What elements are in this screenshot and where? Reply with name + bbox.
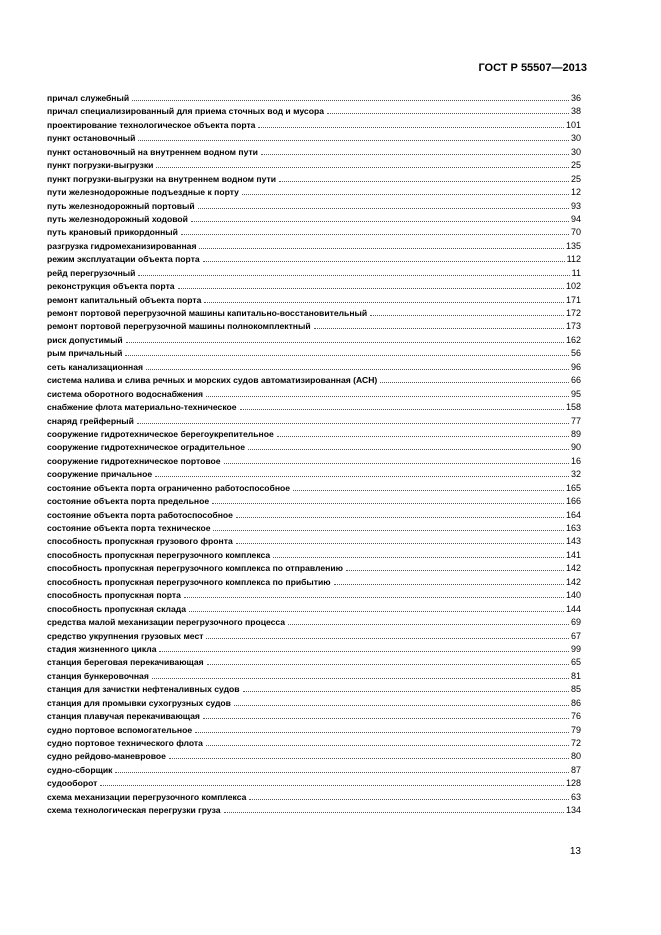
index-page-ref: 87 [570, 764, 581, 775]
index-term: пункт остановочный на внутреннем водном пути [47, 146, 258, 157]
index-term: сооружение причальное [47, 469, 153, 480]
index-entry [47, 656, 581, 669]
index-page-ref: 25 [570, 173, 581, 184]
index-entry [47, 697, 581, 710]
index-entry [47, 92, 581, 105]
index-term: пункт остановочный [47, 133, 136, 144]
dot-leader [346, 569, 564, 571]
dot-leader [195, 731, 569, 733]
index-term: путь железнодорожный ходовой [47, 213, 188, 224]
index-term: станция для зачистки нефтеналивных судов [47, 684, 240, 695]
index-page-ref: 25 [570, 160, 581, 171]
dot-leader [138, 274, 569, 276]
index-term: схема технологическая перегрузки груза [47, 805, 221, 816]
index-page-ref: 81 [570, 670, 581, 681]
index-page-ref: 76 [570, 711, 581, 722]
dot-leader [181, 233, 569, 235]
dot-leader [213, 529, 563, 531]
index-page-ref: 140 [565, 590, 581, 601]
dot-leader [279, 180, 569, 182]
index-page-ref: 173 [565, 321, 581, 332]
dot-leader [206, 395, 569, 397]
index-term: ремонт портовой перегрузочной машины полнокомплектный [47, 321, 311, 332]
index-page-ref: 158 [565, 402, 581, 413]
index-page-ref: 30 [570, 133, 581, 144]
index-entry [47, 294, 581, 307]
index-entry [47, 589, 581, 602]
index-entry [47, 361, 581, 374]
index-term: путь крановый прикордонный [47, 227, 178, 238]
index-page-ref: 79 [570, 724, 581, 735]
index-term: причал служебный [47, 93, 130, 103]
dot-leader [273, 556, 564, 558]
dot-leader [248, 448, 569, 450]
index-term: режим эксплуатации объекта порта [47, 254, 200, 265]
index-term: станция плавучая перекачивающая [47, 711, 200, 722]
index-page-ref: 72 [570, 738, 581, 748]
index-entry [47, 200, 581, 213]
index-term: судно рейдово-маневровое [47, 751, 166, 762]
index-entry [47, 186, 581, 199]
dot-leader [100, 784, 564, 786]
index-page-ref: 69 [570, 617, 581, 628]
dot-leader [236, 516, 564, 518]
index-term: пути железнодорожные подъездные к порту [47, 187, 239, 198]
index-page-ref: 11 [571, 267, 581, 278]
index-page-ref: 63 [570, 791, 581, 802]
index-term: пункт погрузки-выгрузки на внутреннем водном пути [47, 173, 276, 184]
index-term: состояние объекта порта работоспособное [47, 509, 233, 520]
index-page-ref: 85 [570, 684, 581, 695]
index-entry [47, 562, 581, 575]
index-entry [47, 428, 581, 441]
index-entry [47, 509, 581, 522]
index-term: путь железнодорожный портовый [47, 200, 195, 211]
dot-leader [156, 166, 569, 168]
index-page-ref: 172 [565, 308, 581, 318]
dot-leader [314, 327, 564, 329]
index-entry [47, 159, 581, 172]
index-page-ref: 102 [565, 281, 581, 292]
index-entry [47, 764, 581, 777]
dot-leader [224, 811, 564, 813]
index-term: проектирование технологическое объекта порта [47, 119, 256, 130]
index-page-ref: 65 [570, 657, 581, 668]
index-term: средства малой механизации перегрузочного процесса [47, 617, 286, 628]
index-entry [47, 401, 581, 414]
index-page-ref: 89 [570, 428, 581, 439]
index-entry [47, 576, 581, 589]
dot-leader [370, 314, 564, 316]
index-page-ref: 32 [570, 469, 581, 480]
index-page-ref: 166 [565, 496, 581, 507]
dot-leader [125, 354, 569, 356]
dot-leader [207, 663, 569, 665]
index-page-ref: 93 [570, 200, 581, 211]
index-term: способность пропускная перегрузочного комплекса по прибытию [47, 576, 331, 587]
dot-leader [115, 771, 569, 773]
dot-leader [243, 690, 569, 692]
index-entry [47, 267, 581, 280]
dot-leader [159, 650, 569, 652]
index-term: способность пропускная перегрузочного комплекса по отправлению [47, 563, 343, 574]
index-page-ref: 12 [570, 187, 581, 198]
index-page-ref: 171 [565, 294, 581, 305]
index-entry [47, 334, 581, 347]
index-term: способность пропускная перегрузочного комплекса [47, 549, 271, 560]
index-term: риск допустимый [47, 334, 123, 345]
index-entry [47, 226, 581, 239]
dot-leader [203, 717, 569, 719]
index-page-ref: 135 [565, 240, 581, 251]
index-page-ref: 164 [565, 509, 581, 520]
index-page-ref: 56 [570, 348, 581, 359]
dot-leader [234, 704, 569, 706]
index-entry [47, 616, 581, 629]
index-term: станция береговая перекачивающая [47, 657, 204, 668]
dot-leader [155, 475, 569, 477]
index-entry [47, 415, 581, 428]
dot-leader [169, 757, 569, 759]
page-number: 13 [569, 846, 581, 857]
index-entry [47, 240, 581, 253]
dot-leader [380, 381, 569, 383]
index-page-ref: 143 [565, 536, 581, 547]
dot-leader [198, 207, 569, 209]
index-term: рым причальный [47, 348, 123, 359]
dot-leader [206, 637, 569, 639]
index-page-ref: 142 [565, 576, 581, 587]
index-entry [47, 737, 581, 750]
index-term: станция бункеровочная [47, 670, 149, 681]
index-term: средство укрупнения грузовых мест [47, 630, 204, 641]
index-entry [47, 750, 581, 763]
index-entry [47, 710, 581, 723]
index-page-ref: 30 [570, 146, 581, 157]
index-term: сооружение гидротехническое портовое [47, 455, 221, 466]
dot-leader [203, 260, 565, 262]
index-entry [47, 724, 581, 737]
index-entry [47, 213, 581, 226]
index-entry [47, 388, 581, 401]
index-page-ref: 96 [570, 361, 581, 372]
index-page-ref: 101 [565, 119, 581, 130]
index-entry [47, 374, 581, 387]
index-entry [47, 670, 581, 683]
index-term: пункт погрузки-выгрузки [47, 160, 154, 171]
index-page-ref: 144 [565, 603, 581, 614]
dot-leader [199, 247, 564, 249]
index-page-ref: 162 [565, 334, 581, 345]
index-page-ref: 112 [566, 254, 581, 265]
index-page-ref: 70 [570, 227, 581, 238]
index-page-ref: 66 [570, 375, 581, 386]
index-term: сооружение гидротехническое оградительное [47, 442, 246, 453]
index-term: ремонт капитальный объекта порта [47, 294, 202, 305]
index-page-ref: 165 [565, 482, 581, 493]
index-entry [47, 173, 581, 186]
index-term: разгрузка гидромеханизированная [47, 240, 197, 251]
index-entry [47, 630, 581, 643]
index-term: система оборотного водоснабжения [47, 388, 204, 399]
index-page-ref: 36 [570, 93, 581, 103]
dot-leader [288, 623, 569, 625]
index-term: судно портовое вспомогательное [47, 724, 193, 735]
dot-leader [277, 435, 569, 437]
index-entry [47, 146, 581, 159]
index-entry [47, 455, 581, 468]
index-page-ref: 90 [570, 442, 581, 453]
index-term: судно портовое технического флота [47, 738, 203, 748]
index-term: снабжение флота материально-техническое [47, 402, 237, 413]
index-page-ref: 95 [570, 388, 581, 399]
index-entry [47, 522, 581, 535]
index-page-ref: 77 [570, 415, 581, 426]
dot-leader [137, 422, 569, 424]
dot-leader [178, 287, 564, 289]
index-page-ref: 141 [565, 549, 581, 560]
dot-leader [212, 502, 564, 504]
index-entry [47, 253, 581, 266]
dot-leader [240, 408, 564, 410]
index-page-ref: 99 [570, 643, 581, 654]
index-page-ref: 142 [565, 563, 581, 574]
index-entry [47, 482, 581, 495]
index-entry [47, 804, 581, 817]
index-page-ref: 86 [570, 697, 581, 708]
index-page-ref: 94 [570, 213, 581, 224]
index-term: стадия жизненного цикла [47, 643, 157, 654]
dot-leader [293, 489, 564, 491]
document-header: ГОСТ Р 55507—2013 [478, 62, 587, 74]
index-page-ref: 38 [570, 106, 581, 117]
dot-leader [126, 341, 564, 343]
index-entry [47, 603, 581, 616]
index-term: состояние объекта порта ограниченно работоспособное [47, 482, 291, 493]
dot-leader [261, 153, 569, 155]
index-term: система налива и слива речных и морских судов автоматизированная (АСН) [47, 375, 378, 386]
index-term: сооружение гидротехническое берегоукрепительное [47, 428, 274, 439]
index-entry [47, 307, 581, 320]
index-entry [47, 105, 581, 118]
index-term: состояние объекта порта техническое [47, 523, 211, 533]
index-term: причал специализированный для приема сточных вод и мусора [47, 106, 324, 117]
index-page-ref: 134 [565, 805, 581, 816]
index-term: способность пропускная склада [47, 603, 186, 614]
index-term: способность пропускная грузового фронта [47, 536, 233, 547]
index-entry [47, 320, 581, 333]
index-page-ref: 128 [565, 778, 581, 789]
index-term: снаряд грейферный [47, 415, 134, 426]
dot-leader [204, 301, 564, 303]
index-entry [47, 683, 581, 696]
dot-leader [146, 368, 569, 370]
index-term: сеть канализационная [47, 361, 144, 372]
index-entry [47, 132, 581, 145]
dot-leader [224, 462, 569, 464]
index-term: судно-сборщик [47, 764, 113, 775]
index-page-ref: 163 [565, 523, 581, 533]
index-entry [47, 468, 581, 481]
dot-leader [132, 99, 569, 101]
dot-leader [206, 744, 569, 746]
index-page-ref: 80 [570, 751, 581, 762]
dot-leader [138, 139, 569, 141]
index-term: рейд перегрузочный [47, 267, 136, 278]
index-entry [47, 791, 581, 804]
index-page-ref: 16 [570, 455, 581, 466]
index-term: схема механизации перегрузочного комплекса [47, 791, 247, 802]
index-term: состояние объекта порта предельное [47, 496, 210, 507]
dot-leader [184, 596, 564, 598]
index-entry [47, 535, 581, 548]
index-entry [47, 119, 581, 132]
index-entry [47, 549, 581, 562]
index-entry [47, 441, 581, 454]
dot-leader [258, 126, 564, 128]
dot-leader [236, 542, 564, 544]
dot-leader [189, 610, 564, 612]
dot-leader [152, 677, 569, 679]
index-term: ремонт портовой перегрузочной машины капитально-восстановительный [47, 308, 368, 318]
dot-leader [334, 583, 564, 585]
index-term: судооборот [47, 778, 98, 789]
index-entry [47, 347, 581, 360]
index-page-ref: 67 [570, 630, 581, 641]
index-entry [47, 495, 581, 508]
dot-leader [249, 798, 569, 800]
dot-leader [327, 112, 569, 114]
index-term: реконструкция объекта порта [47, 281, 175, 292]
index-entry [47, 643, 581, 656]
dot-leader [191, 220, 569, 222]
index-entry [47, 280, 581, 293]
alphabetical-index [47, 92, 581, 818]
index-term: станция для промывки сухогрузных судов [47, 697, 231, 708]
index-term: способность пропускная порта [47, 590, 181, 601]
index-entry [47, 777, 581, 790]
dot-leader [242, 193, 569, 195]
